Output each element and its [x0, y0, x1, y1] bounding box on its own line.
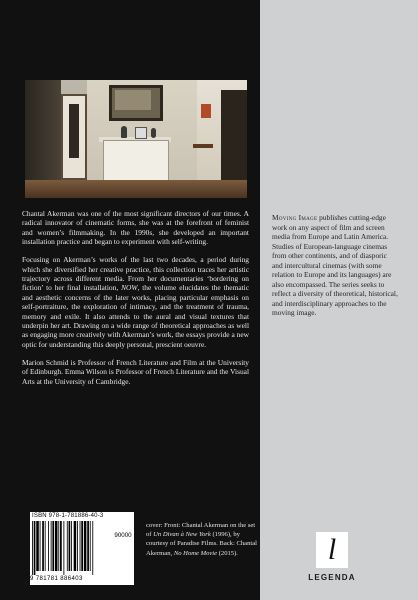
publisher-logo	[316, 532, 348, 568]
barcode-stripe	[42, 521, 44, 571]
blurb-paragraph-focus	[22, 255, 249, 349]
barcode-stripe	[55, 521, 58, 571]
price-code: 90000	[114, 532, 132, 539]
credit-text: (1996), by courtesy of Paradise Films. Back: Chantal Akerman,	[146, 531, 257, 557]
barcode-stripe	[63, 521, 64, 575]
barcode-stripe	[90, 521, 91, 571]
book-blurb	[22, 209, 249, 386]
film-title: No Home Movie	[173, 549, 218, 557]
barcode-stripe	[67, 521, 68, 571]
barcode-stripe	[92, 521, 93, 575]
barcode-stripe	[48, 521, 49, 571]
barcode-stripe	[77, 521, 78, 571]
cover-photograph	[25, 80, 247, 198]
barcode-stripe	[81, 521, 83, 571]
barcode-stripe	[36, 521, 39, 571]
barcode-stripe	[80, 521, 81, 571]
publisher-logo-glyph: l	[327, 533, 337, 566]
series-name: Moving Image	[272, 213, 318, 222]
work-title: NOW	[121, 283, 138, 293]
barcode-box	[30, 512, 134, 585]
barcode-stripe	[58, 521, 59, 571]
barcode-stripe	[87, 521, 89, 571]
barcode-stripe	[69, 521, 71, 571]
barcode-stripe	[40, 521, 41, 571]
film-title: Un Divan à New York	[153, 531, 211, 539]
series-description	[272, 213, 398, 318]
credit-text: cover: Front: Chantal Akerman on the set of	[146, 522, 256, 539]
cover-credit	[146, 521, 261, 558]
credit-text: (2015).	[217, 549, 238, 557]
blurb-text: , the volume elucidates the thematic and aesthetic concerns of the later works, placing particular emphasis on self-portraiture, the exploration of intimacy, and the treatment of trauma, memory and exile. It also attends to the aural and visual textures that underpin her art. Drawing on a wide range of theoretical approaches as well as engaging more creatively with Akerman’s work, the essays provide a new optic for understanding this deeply personal, prescient oeuvre.	[22, 283, 249, 349]
barcode-stripe	[52, 521, 54, 571]
blurb-text: Focusing on Akerman’s works of the last two decades, a period during which she diversified her creative practice, this collection traces her artistic trajectory across different media. From her documentaries ‘bordering on fiction’ to her final installation,	[22, 255, 249, 293]
blurb-paragraph-intro: Chantal Akerman was one of the most significant directors of our times. A radical innovator of cinematic forms, she was at the forefront of feminist and women’s filmmaking. In the 1990s, she developed an important installation practice and began to experiment with self-writing.	[22, 209, 249, 247]
barcode-stripe	[34, 521, 36, 575]
isbn-label: ISBN 978-1-781886-40-3	[32, 513, 104, 519]
barcode-number: 9 781781 886403	[30, 576, 83, 582]
publisher-name: LEGENDA	[308, 573, 356, 582]
blurb-paragraph-editors: Marion Schmid is Professor of French Literature and Film at the University of Edinburgh. Emma Wilson is Professor of French Literature and the Visual Arts at the University of Cambridge.	[22, 357, 249, 386]
series-text: publishes cutting-edge work on any aspect of film and screen media from Europe and Latin America. Studies of European-language cinemas from other continents, and of diasporic and intercultural cinemas (with some relation to Europe and its languages) are also encompassed. The series seeks to reflect a diversity of theoretical, historical, and interdisciplinary approaches to the moving image.	[272, 213, 398, 317]
barcode-stripe	[51, 521, 52, 571]
barcode-stripe	[71, 521, 72, 571]
barcode-stripe	[45, 521, 46, 571]
barcode-stripe	[84, 521, 87, 571]
barcode-stripe	[74, 521, 77, 571]
barcode-stripe	[60, 521, 62, 571]
barcode-stripe	[32, 521, 33, 575]
barcode-bars	[32, 521, 112, 575]
